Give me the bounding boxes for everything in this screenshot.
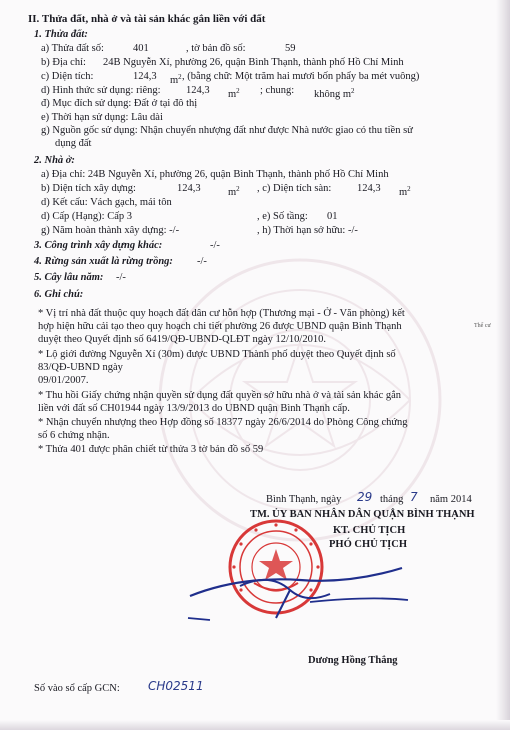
completion-year: g) Năm hoàn thành xây dựng: -/- — [41, 225, 180, 236]
note-line: * Vị trí nhà đất thuộc quy hoạch đất dân cư hỗn hợp (Thương mại - Ở - Văn phòng) kết — [38, 308, 405, 319]
house-structure: d) Kết cấu: Vách gạch, mái tôn — [41, 197, 172, 208]
section-title: II. Thửa đất, nhà ở và tài sản khác gắn liền với đất — [28, 13, 266, 25]
notes-heading: 6. Ghi chú: — [34, 289, 84, 300]
registration-label: Số vào sổ cấp GCN: — [34, 683, 120, 694]
common-area: không $m^2$ — [314, 87, 355, 100]
date-month: 7 — [410, 490, 418, 504]
private-area-unit: $m^2$ — [228, 87, 240, 100]
note-line: 09/01/2007. — [38, 375, 89, 386]
land-purpose: đ) Mục đích sử dụng: Đất ở tại đô thị — [41, 98, 198, 109]
parcel-number: 401 — [133, 43, 149, 54]
floor-area-label: , c) Diện tích sàn: — [257, 183, 332, 194]
date-day: 29 — [357, 490, 373, 504]
paper-edge-bottom — [0, 720, 510, 730]
date-month-label: tháng — [380, 494, 404, 505]
date-year: năm 2014 — [430, 494, 472, 505]
ownership-term: , h) Thời hạn sở hữu: -/- — [257, 225, 358, 236]
floors-label: , e) Số tầng: — [257, 211, 308, 222]
house-heading: 2. Nhà ở: — [34, 155, 75, 166]
land-term: e) Thời hạn sử dụng: Lâu dài — [41, 112, 163, 123]
note-line: * Thửa 401 được phân chiết từ thửa 3 tờ bản đồ số 59 — [38, 444, 264, 455]
floor-area-unit: $m^2$ — [399, 185, 411, 198]
map-label: , tờ bản đồ số: — [186, 43, 246, 54]
floor-area: 124,3 — [357, 183, 381, 194]
house-grade: d) Cấp (Hạng): Cấp 3 — [41, 211, 132, 222]
note-line: hợp hiện hữu cải tạo theo quy hoạch chi tiết phường 26 được UBND quận Bình Thạnh — [38, 321, 402, 332]
signer-title: PHÓ CHỦ TỊCH — [329, 539, 407, 550]
note-line: số 6 chứng nhận. — [38, 430, 110, 441]
private-area: 124,3 — [186, 85, 210, 96]
note-line: * Lộ giới đường Nguyễn Xí (30m) được UBND Thành phố duyệt theo Quyết định số — [38, 349, 396, 360]
note-line: liền với đất số CH01944 ngày 13/9/2013 do UBND quận Bình Thạnh cấp. — [38, 403, 350, 414]
map-number: 59 — [285, 43, 296, 54]
date-place: Bình Thạnh, ngày — [266, 494, 342, 505]
signer-name: Dương Hồng Thắng — [308, 655, 398, 666]
note-line: duyệt theo Quyết định số 6419/QĐ-UBND-QLĐT ngày 12/10/2010. — [38, 334, 326, 345]
land-origin-cont: dụng đất — [55, 138, 92, 149]
paper-edge-right — [496, 0, 510, 730]
other-works-value: -/- — [210, 240, 220, 251]
registration-number: CH02511 — [148, 679, 204, 693]
handwritten-signature — [180, 556, 410, 628]
note-line: * Nhận chuyển nhượng theo Hợp đồng số 18377 ngày 26/6/2014 do Phòng Công chứng — [38, 417, 408, 428]
land-origin: g) Nguồn gốc sử dụng: Nhận chuyển nhượng đất như được Nhà nước giao có thu tiền sử — [41, 125, 413, 136]
note-line: 83/QĐ-UBND ngày — [38, 362, 123, 373]
area-unit: $m^2$ — [170, 73, 182, 86]
land-area: 124,3 — [133, 71, 157, 82]
area-in-words: , (bằng chữ: Một trăm hai mươi bốn phẩy ba mét vuông) — [182, 71, 420, 82]
floors-value: 01 — [327, 211, 338, 222]
common-label: ; chung: — [260, 85, 295, 96]
perennial-heading: 5. Cây lâu năm: — [34, 272, 104, 283]
area-label: c) Diện tích: — [41, 71, 94, 82]
parcel-label: a) Thửa đất số: — [41, 43, 104, 54]
margin-note: Thể cư — [474, 323, 491, 329]
note-line: * Thu hồi Giấy chứng nhận quyền sử dụng đất quyền sở hữu nhà ở và tài sản khác gắn — [38, 390, 402, 401]
use-form-label: d) Hình thức sử dụng: riêng: — [41, 85, 161, 96]
built-area-unit: $m^2$ — [228, 185, 240, 198]
built-area: 124,3 — [177, 183, 201, 194]
other-works-heading: 3. Công trình xây dựng khác: — [34, 240, 163, 251]
forest-heading: 4. Rừng sản xuất là rừng trồng: — [34, 256, 173, 267]
land-heading: 1. Thửa đất: — [34, 29, 88, 40]
signer-org: TM. ỦY BAN NHÂN DÂN QUẬN BÌNH THẠNH — [250, 509, 475, 520]
built-area-label: b) Diện tích xây dựng: — [41, 183, 136, 194]
signer-for-chair: KT. CHỦ TỊCH — [333, 525, 406, 536]
forest-value: -/- — [197, 256, 207, 267]
address-label: b) Địa chỉ: — [41, 57, 86, 68]
house-address: a) Địa chỉ: 24B Nguyễn Xí, phường 26, quận Bình Thạnh, thành phố Hồ Chí Minh — [41, 169, 389, 180]
perennial-value: -/- — [116, 272, 126, 283]
land-address: 24B Nguyễn Xí, phường 26, quận Bình Thạnh, thành phố Hồ Chí Minh — [103, 57, 404, 68]
